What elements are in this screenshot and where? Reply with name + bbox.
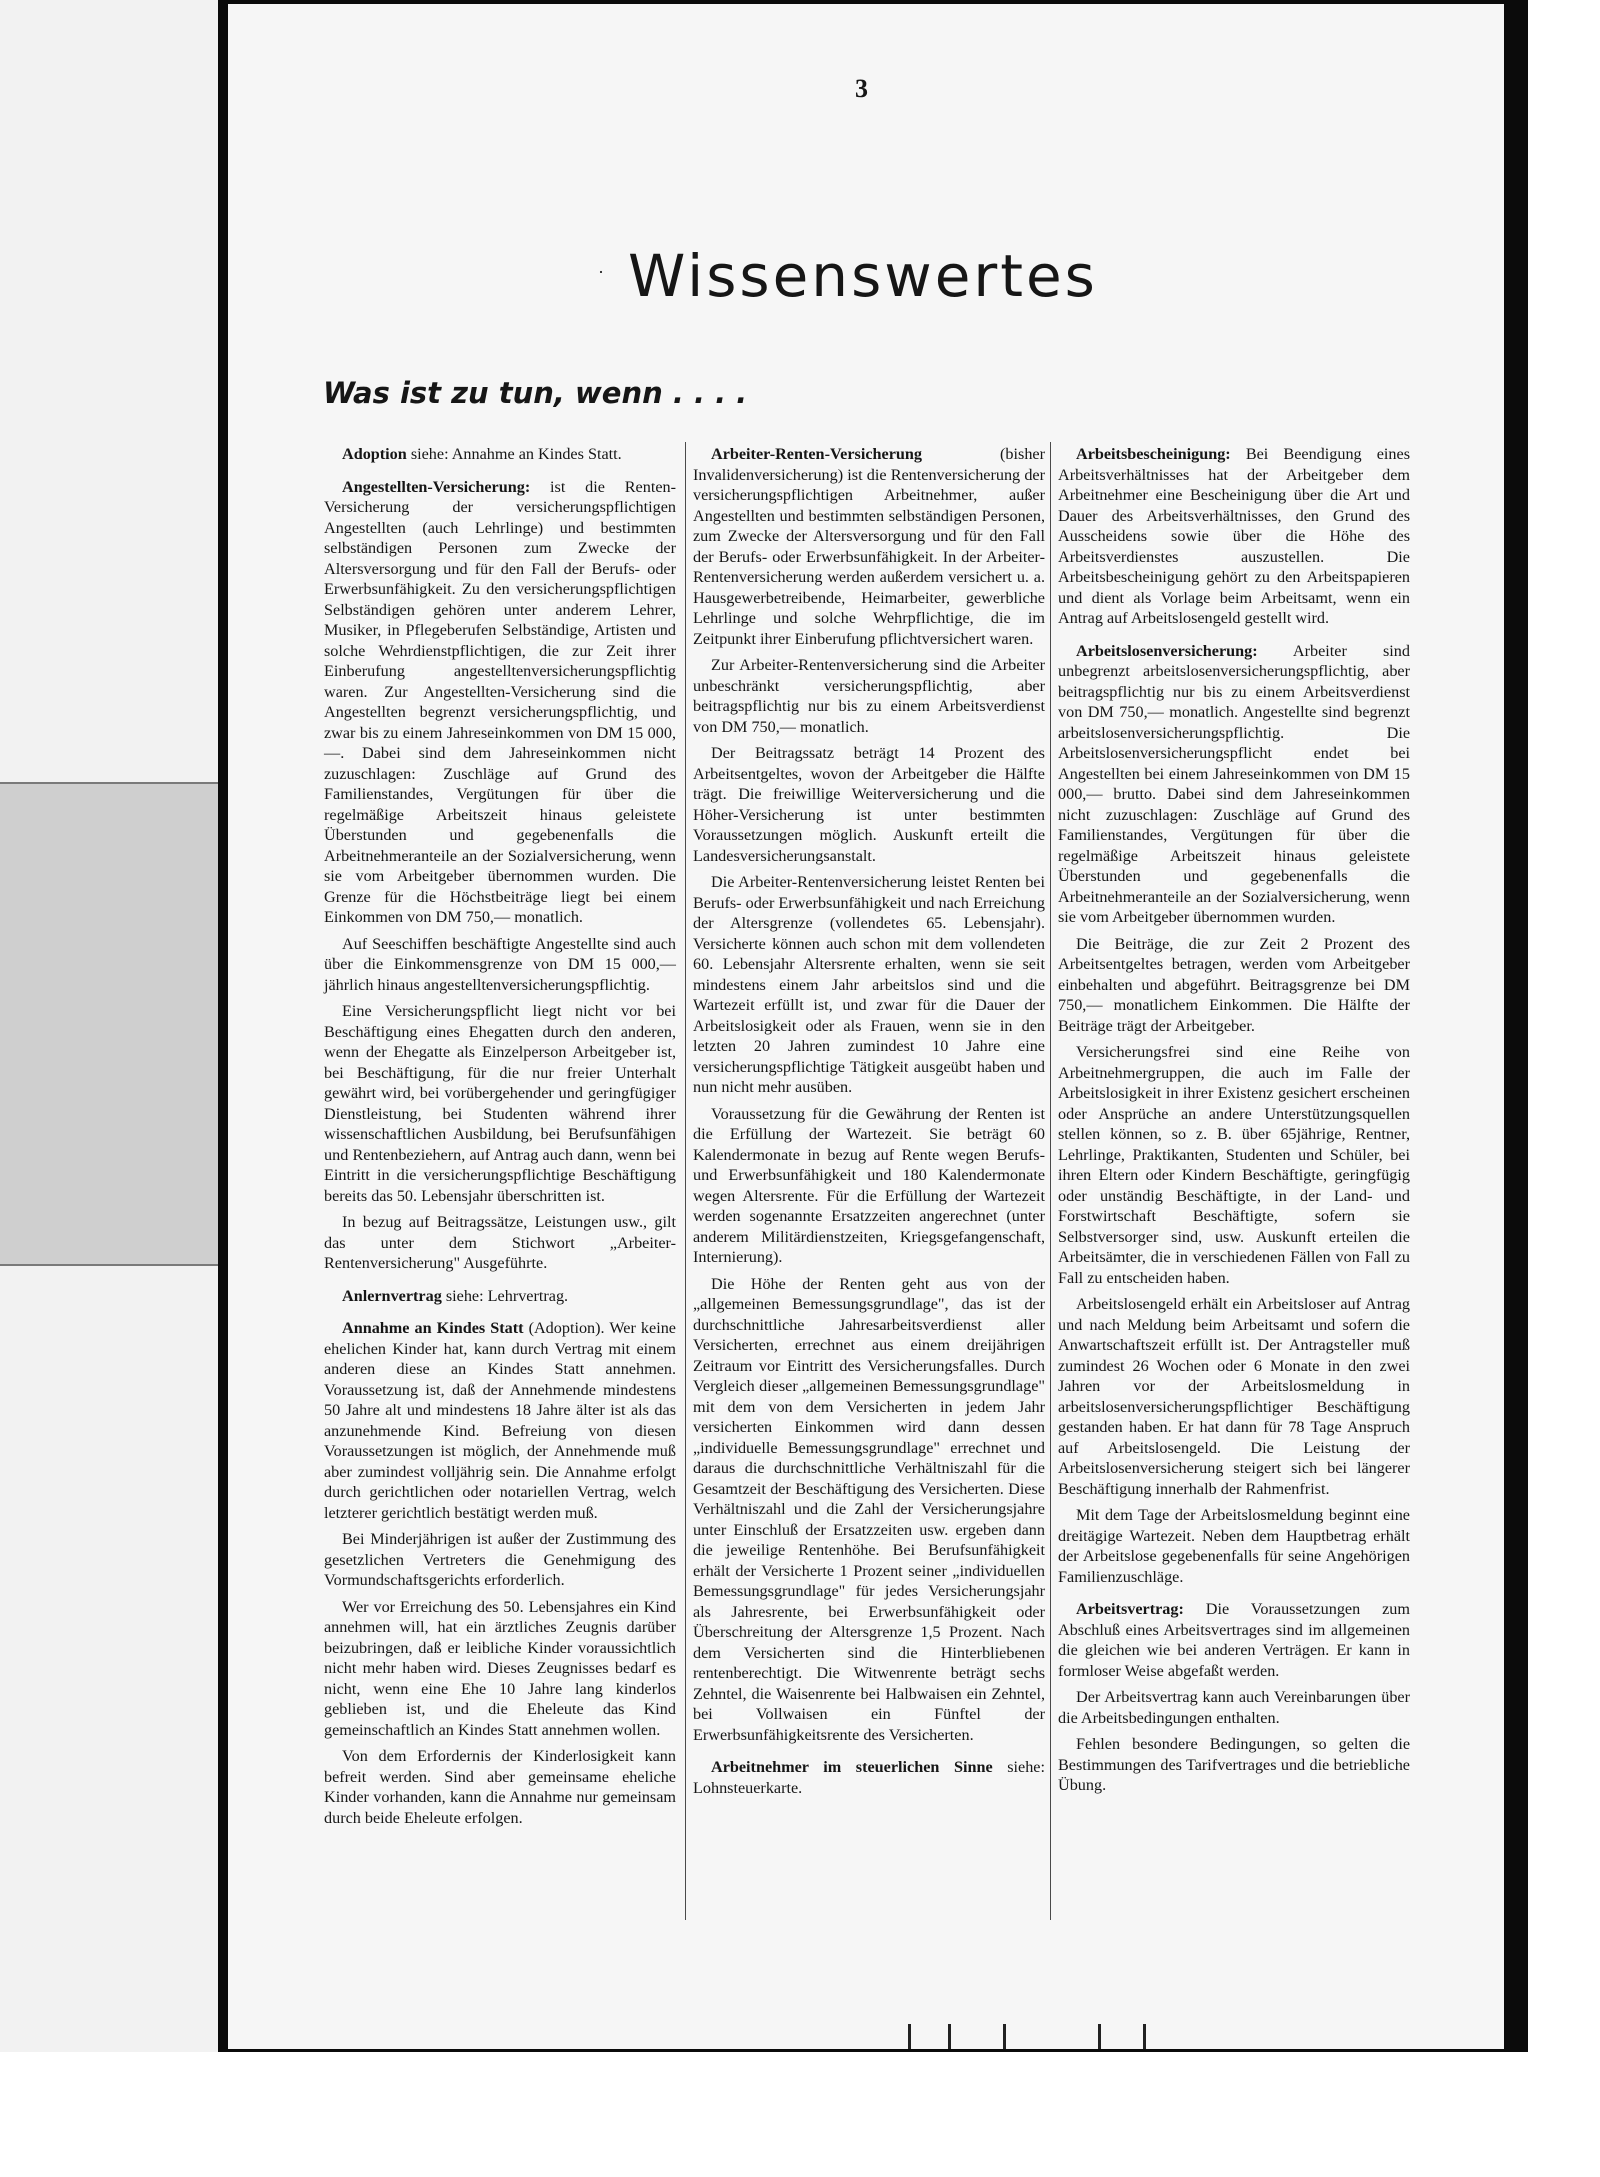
- entry-text: In bezug auf Beitragssätze, Leistungen usw., gilt das unter dem Stichwort „Arbeiter-Rentenversicherung" Ausgeführte.: [324, 1213, 676, 1272]
- entry-text: Versicherungsfrei sind eine Reihe von Arbeitnehmergruppen, die auch im Falle der Arbeitslosigkeit in ihrer Existenz gesichert erscheinen oder Ansprüche an andere Unterstützungsquellen stellen können, so z. B. über 65jährige, Rentner, Lehrlinge, Praktikanten, Studenten und Schüler, bei ihren Eltern oder Kindern Beschäftigte, geringfügig oder unständig Beschäftigte, in der Land- und Forstwirtschaft Beschäftigte, sofern sie Selbstversorger sind, usw. Auskunft erteilen die Arbeitsämter, die in verschiedenen Fällen von Fall zu Fall zu entscheiden haben.: [1058, 1043, 1410, 1287]
- entry-term: Anlernvertrag: [342, 1286, 442, 1305]
- body-paragraph: [693, 743, 1045, 866]
- body-paragraph: [1058, 1734, 1410, 1796]
- body-paragraph: [324, 1529, 676, 1591]
- entry-text: Wer vor Erreichung des 50. Lebensjahres ein Kind annehmen will, hat ein ärztliches Zeugnis darüber beizubringen, daß er leibliche Kinder voraussichtlich nicht mehr haben wird. Dieses Zeugnisses bedarf es nicht, wenn eine Ehe 10 Jahre lang kinderlos geblieben ist, und die Eheleute das Kind gemeinschaftlich an Kindes Statt annehmen wollen.: [324, 1597, 676, 1739]
- entry-text: Die Höhe der Renten geht aus von der „allgemeinen Bemessungsgrundlage", das ist der durchschnittliche Jahresarbeitsverdienst aller Versicherten, errechnet aus einem dreijährigen Zeitraum vor Eintritt des Versicherungsfalles. Durch Vergleich dieser „allgemeinen Bemessungsgrundlage" mit dem von dem Versicherten in jedem Jahr versicherten Einkommen wird dann dessen „individuelle Bemessungsgrundlage" errechnet und daraus die durchschnittliche Verhältniszahl für die Gesamtzeit der Beschäftigung des Versicherten. Diese Verhältniszahl und die Zahl der Versicherungsjahre unter Einschluß der Ersatzzeiten usw. ergeben dann die jeweilige Rentenhöhe. Bei Berufsunfähigkeit erhält der Versicherte 1 Prozent seiner „individuellen Bemessungsgrundlage" für jedes Versicherungsjahr als Jahresrente, bei Erwerbsunfähigkeit oder Überschreitung der Altersgrenze 1,5 Prozent. Nach dem Versicherten sind die Hinterbliebenen rentenberechtigt. Die Witwenrente beträgt sechs Zehntel, die Waisenrente bei Halbwaisen ein Zehntel, bei Vollwaisen ein Fünftel der Erwerbsunfähigkeitsrente des Versicherten.: [693, 1274, 1045, 1744]
- entry-text: Die Voraussetzungen zum Abschluß eines Arbeitsvertrages sind im allgemeinen die gleichen wie bei anderen Verträgen. Er kann in formloser Weise abgefaßt werden.: [1058, 1600, 1410, 1680]
- entry-text: Bei Beendigung eines Arbeitsverhältnisses hat der Arbeitgeber dem Arbeitnehmer eine Bescheinigung über die Art und Dauer des Arbeitsverhältnisses, den Grund des Ausscheidens sowie über die Höhe des Arbeitsverdienstes auszustellen. Die Arbeitsbescheinigung gehört zu den Arbeitspapieren und dient als Vorlage beim Arbeitsamt, wenn ein Antrag auf Arbeitslosengeld gestellt wird.: [1058, 445, 1410, 627]
- entry-term: Arbeitsvertrag:: [1076, 1600, 1184, 1618]
- entry-paragraph: [324, 1318, 676, 1523]
- title-dot: ·: [598, 262, 604, 282]
- column-2: [693, 444, 1045, 1798]
- body-paragraph: [324, 1001, 676, 1206]
- body-paragraph: [693, 655, 1045, 737]
- entry-term: Arbeiter-Renten-Versicherung: [711, 445, 922, 463]
- entry-paragraph: [324, 477, 676, 928]
- entry-term: Annahme an Kindes Statt: [342, 1319, 524, 1337]
- entry-text: (Adoption). Wer keine ehelichen Kinder hat, kann durch Vertrag mit einem anderen diese an Kindes Statt annehmen. Voraussetzung ist, daß der Annehmende mindestens 50 Jahre alt und mindestens 18 Jahre älter ist als das anzunehmende Kind. Befreiung von diesen Voraussetzungen ist möglich, der Annehmende muß aber zumindest volljährig sein. Die Annahme erfolgt durch gerichtlichen oder notariellen Vertrag, welch letzterer gerichtlich bestätigt werden muß.: [324, 1319, 676, 1522]
- body-paragraph: [324, 1746, 676, 1828]
- column-1: [324, 444, 676, 1828]
- entry-text: Zur Arbeiter-Rentenversicherung sind die Arbeiter unbeschränkt versicherungspflichtig, aber beitragspflichtig nur bis zu einem Arbeitsverdienst von DM 750,— monatlich.: [693, 656, 1045, 736]
- entry-text: ist die Renten-Versicherung der versicherungspflichtigen Angestellten (auch Lehrlinge) und bestimmten selbständigen Personen zum Zwecke der Altersversorgung und für den Fall der Berufs- oder Erwerbsunfähigkeit. Zu den versicherungspflichtigen Selbständigen gehören unter anderem Lehrer, Musiker, in Pflegeberufen Selbständige, Artisten und solche Wehrdienstpflichtigen, die zur Zeit ihrer Einberufung angestelltenversicherungspflichtig waren. Zur Angestellten-Versicherung sind die Angestellten begrenzt versicherungspflichtig, und zwar bis zu einem Jahreseinkommen von DM 15 000,—. Dabei sind dem Jahreseinkommen nicht zuzuschlagen: Zuschläge auf Grund des Familienstandes, Vergütungen für über die regelmäßige Arbeitszeit hinaus geleistete Überstunden und gegebenenfalls die Arbeitnehmeranteile an der Sozialversicherung, wenn sie vom Arbeitgeber übernommen wurden. Die Grenze für die Höchstbeiträge liegt bei einem Einkommen von DM 750,— monatlich.: [324, 477, 676, 926]
- body-paragraph: [693, 1274, 1045, 1746]
- entry-term: Arbeitslosenversicherung:: [1076, 641, 1258, 660]
- entry-text: Auf Seeschiffen beschäftigte Angestellte sind auch über die Einkommensgrenze von DM 15 000,— jährlich hinaus angestelltenversicherungspflichtig.: [324, 934, 676, 994]
- column-divider: [1050, 442, 1051, 1920]
- body-paragraph: [324, 934, 676, 996]
- body-paragraph: [1058, 934, 1410, 1037]
- entry-text: Die Beiträge, die zur Zeit 2 Prozent des Arbeitsentgeltes betragen, werden vom Arbeitgeber einbehalten und abgeführt. Beitragsgrenze bei DM 750,— monatlichem Einkommen. Die Hälfte der Beiträge trägt der Arbeitgeber.: [1058, 934, 1410, 1035]
- body-paragraph: [1058, 1042, 1410, 1288]
- document-page: [228, 4, 1504, 2049]
- entry-paragraph: [1058, 641, 1410, 928]
- body-paragraph: [1058, 1505, 1410, 1587]
- entry-paragraph: [693, 444, 1045, 649]
- column-3: [1058, 444, 1410, 1796]
- body-paragraph: [1058, 1687, 1410, 1728]
- entry-term: Arbeitsbescheinigung:: [1076, 445, 1231, 463]
- scan-edge-marks: [908, 2024, 1508, 2049]
- body-paragraph: [324, 1212, 676, 1274]
- entry-text: siehe: Lehrvertrag.: [441, 1286, 569, 1305]
- page-title: Wissenswertes: [628, 242, 1098, 310]
- entry-term: Arbeitnehmer im steuerlichen Sinne: [711, 1758, 993, 1776]
- entry-paragraph: [1058, 1599, 1410, 1681]
- entry-text: Arbeitslosengeld erhält ein Arbeitsloser auf Antrag und nach Meldung beim Arbeitsamt und sofern die Anwartschaftszeit erfüllt ist. Der Antragsteller muß zumindest 26 Wochen oder 6 Monate in den zwei Jahren vor der Arbeitslosmeldung in arbeitslosenversicherungspflichtiger Beschäftigung gestanden haben. Er hat dann für 78 Tage Anspruch auf Arbeitslosengeld. Die Leistung der Arbeitslosenversicherung steigert sich bei längerer Beschäftigung innerhalb der Rahmenfrist.: [1058, 1295, 1410, 1498]
- entry-text: siehe: Lohnsteuerkarte.: [693, 1758, 1045, 1797]
- entry-paragraph: [693, 1757, 1045, 1798]
- entry-text: Arbeiter sind unbegrenzt arbeitslosenversicherungspflichtig, aber beitragspflichtig nur bis zu einem Arbeitsverdienst von DM 750,— monatlich. Angestellte sind begrenzt arbeitslosenversicherungspflichtig. Die Arbeitslosenversicherungspflicht endet bei Angestellten bei einem Jahreseinkommen von DM 15 000,— brutto. Dabei sind dem Jahreseinkommen nicht zuzuschlagen: Zuschläge auf Grund des Familienstandes, Vergütungen für über die regelmäßige Arbeitszeit hinaus geleistete Überstunden und gegebenenfalls die Arbeitnehmeranteile an der Sozialversicherung, wenn sie vom Arbeitgeber übernommen wurden.: [1058, 641, 1410, 926]
- entry-term: Angestellten-Versicherung:: [342, 477, 531, 496]
- entry-text: Bei Minderjährigen ist außer der Zustimmung des gesetzlichen Vertreters die Genehmigung des Vormundschaftsgerichts erforderlich.: [324, 1530, 676, 1589]
- entry-paragraph: [324, 444, 676, 465]
- page-number: 3: [855, 74, 868, 103]
- entry-text: Fehlen besondere Bedingungen, so gelten die Bestimmungen des Tarifvertrages und die betriebliche Übung.: [1058, 1735, 1410, 1794]
- entry-text: Mit dem Tage der Arbeitslosmeldung beginnt eine dreitägige Wartezeit. Neben dem Hauptbetrag erhält der Arbeitslose gegebenenfalls für seine Angehörigen Familienzuschläge.: [1058, 1506, 1410, 1586]
- entry-text: Voraussetzung für die Gewährung der Renten ist die Erfüllung der Wartezeit. Sie beträgt 60 Kalendermonate in bezug auf Rente wegen Berufs- und Erwerbsunfähigkeit und 180 Kalendermonate wegen Altersrente. Für die Erfüllung der Wartezeit werden sogenannte Ersatzzeiten angerechnet (unter anderem Militärdienstzeiten, Kriegsgefangenschaft, Internierung).: [693, 1104, 1045, 1266]
- entry-paragraph: [1058, 444, 1410, 629]
- entry-text: Eine Versicherungspflicht liegt nicht vor bei Beschäftigung eines Ehegatten durch den anderen, wenn der Ehegatte als Einzelperson Arbeitgeber ist, bei Beschäftigung, für die nur freier Unterhalt gewährt wird, bei vorübergehender und geringfügiger Dienstleistung, bei Studenten während ihrer wissenschaftlichen Ausbildung, bei Berufsunfähigen und Rentenbeziehern, auf Antrag auch dann, wenn bei Eintritt in die versicherungspflichtige Beschäftigung bereits das 50. Lebensjahr überschritten ist.: [324, 1002, 676, 1205]
- entry-text: Der Arbeitsvertrag kann auch Vereinbarungen über die Arbeitsbedingungen enthalten.: [1058, 1688, 1410, 1727]
- entry-term: Adoption: [342, 445, 407, 463]
- entry-text: (bisher Invalidenversicherung) ist die Rentenversicherung der versicherungspflichtigen Arbeitnehmer, außer Angestellten und bestimmten selbständigen Personen, zum Zwecke der Altersversorgung und für den Fall der Berufs- oder Erwerbsunfähigkeit. In der Arbeiter-Rentenversicherung werden außerdem versichert u. a. Hausgewerbetreibende, Heimarbeiter, gewerbliche Lehrlinge und solche Wehrpflichtige, die im Zeitpunkt ihrer Einberufung pflichtversichert waren.: [693, 445, 1045, 648]
- entry-paragraph: [324, 1286, 676, 1307]
- previous-page-strip: [0, 782, 218, 1266]
- column-divider: [685, 442, 686, 1920]
- body-paragraph: [693, 872, 1045, 1098]
- entry-text: Von dem Erfordernis der Kinderlosigkeit kann befreit werden. Sind aber gemeinsame eheliche Kinder vorhanden, kann die Annahme nur gemeinsam durch beide Eheleute erfolgen.: [324, 1747, 676, 1827]
- entry-text: Der Beitragssatz beträgt 14 Prozent des Arbeitsentgeltes, wovon der Arbeitgeber die Hälfte trägt. Die freiwillige Weiterversicherung und die Höher-Versicherung ist unter bestimmten Voraussetzungen möglich. Auskunft erteilt die Landesversicherungsanstalt.: [693, 744, 1045, 865]
- previous-page-edge: [0, 0, 218, 2052]
- body-paragraph: [693, 1104, 1045, 1268]
- entry-text: siehe: Annahme an Kindes Statt.: [406, 445, 622, 463]
- body-paragraph: [1058, 1294, 1410, 1499]
- entry-text: Die Arbeiter-Rentenversicherung leistet Renten bei Berufs- oder Erwerbsunfähigkeit und nach Erreichung der Altersgrenze (vollendetes 65. Lebensjahr). Versicherte können auch schon mit dem vollendeten 60. Lebensjahr Altersrente erhalten, wenn sie seit mindestens einem Jahr arbeitslos sind und die Wartezeit erfüllt ist, und zwar für die Dauer der Arbeitslosigkeit oder als Frauen, wenn sie in den letzten 20 Jahren zumindest 10 Jahre eine versicherungspflichtige Tätigkeit ausgeübt haben und nun nicht mehr ausüben.: [693, 873, 1045, 1096]
- body-paragraph: [324, 1597, 676, 1741]
- section-heading: Was ist zu tun, wenn . . . .: [323, 376, 748, 410]
